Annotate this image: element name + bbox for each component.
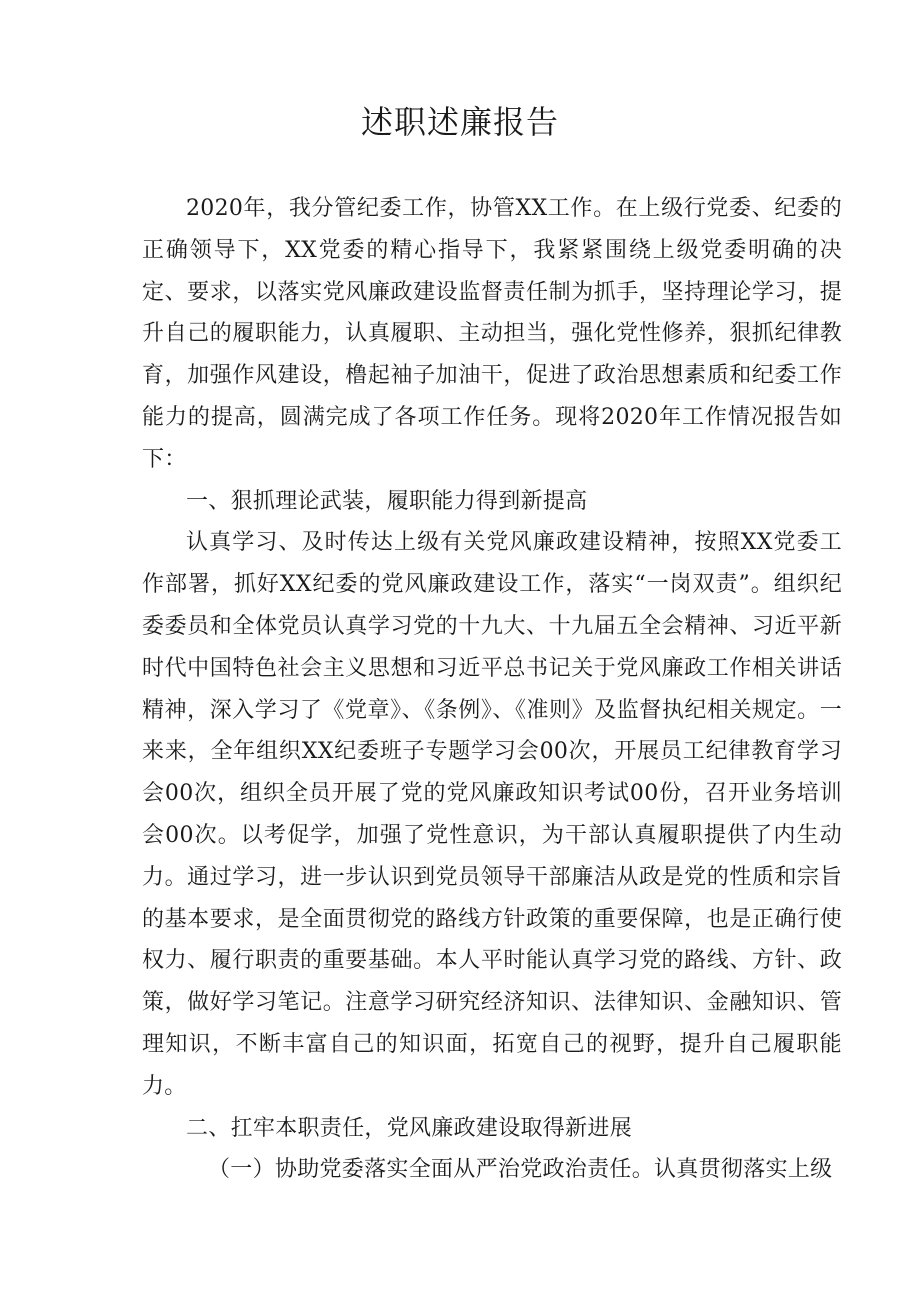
document-title: 述职述廉报告 [360,103,559,141]
section-1-paragraph: 认真学习、及时传达上级有关党风廉政建设精神，按照XX党委工作部署，抓好XX纪委的党风廉政建设工作，落实“一岗双责”。组织纪委委员和全体党员认真学习党的十九大、十九届五全会精神、习近平新时代中国特色社会主义思想和习近平总书记关于党风廉政工作相关讲话精神，深入学习了《党章》、《条例》、《准则》及监督执纪相关规定。一来来，全年组织XX纪委班子专题学习会00次，开展员工纪律教育学习会00次，组织全员开展了党的党风廉政知识考试00份，召开业务培训会00次。以考促学，加强了党性意识，为干部认真履职提供了内生动力。通过学习，进一步认识到党员领导干部廉洁从政是党的性质和宗旨的基本要求，是全面贯彻党的路线方针政策的重要保障，也是正确行使权力、履行职责的重要基础。本人平时能认真学习党的路线、方针、政策，做好学习笔记。注意学习研究经济知识、法律知识、金融知识、管理知识，不断丰富自己的知识面，拓宽自己的视野，提升自己履职能力。 [142,530,842,1099]
intro-paragraph: 2020年，我分管纪委工作，协管XX工作。在上级行党委、纪委的正确领导下，XX党委的精心指导下，我紧紧围绕上级党委明确的决定、要求，以落实党风廉政建设监督责任制为抓手，坚持理论学习，提升自己的履职能力，认真履职、主动担当，强化党性修养，狠抓纪律教育，加强作风建设，橹起袖子加油干，促进了政治思想素质和纪委工作能力的提高，圆满完成了各项工作任务。现将2020年工作情况报告如下： [142,196,842,472]
document-body [142,188,842,1191]
section-1-heading: 一、狠抓理论武装，履职能力得到新提高 [186,488,588,514]
section-2-heading: 二、扛牢本职责任，党风廉政建设取得新进展 [186,1115,633,1141]
section-2-subsection-1: （一）协助党委落实全面从严治党政治责任。认真贯彻落实上级 [208,1157,833,1183]
